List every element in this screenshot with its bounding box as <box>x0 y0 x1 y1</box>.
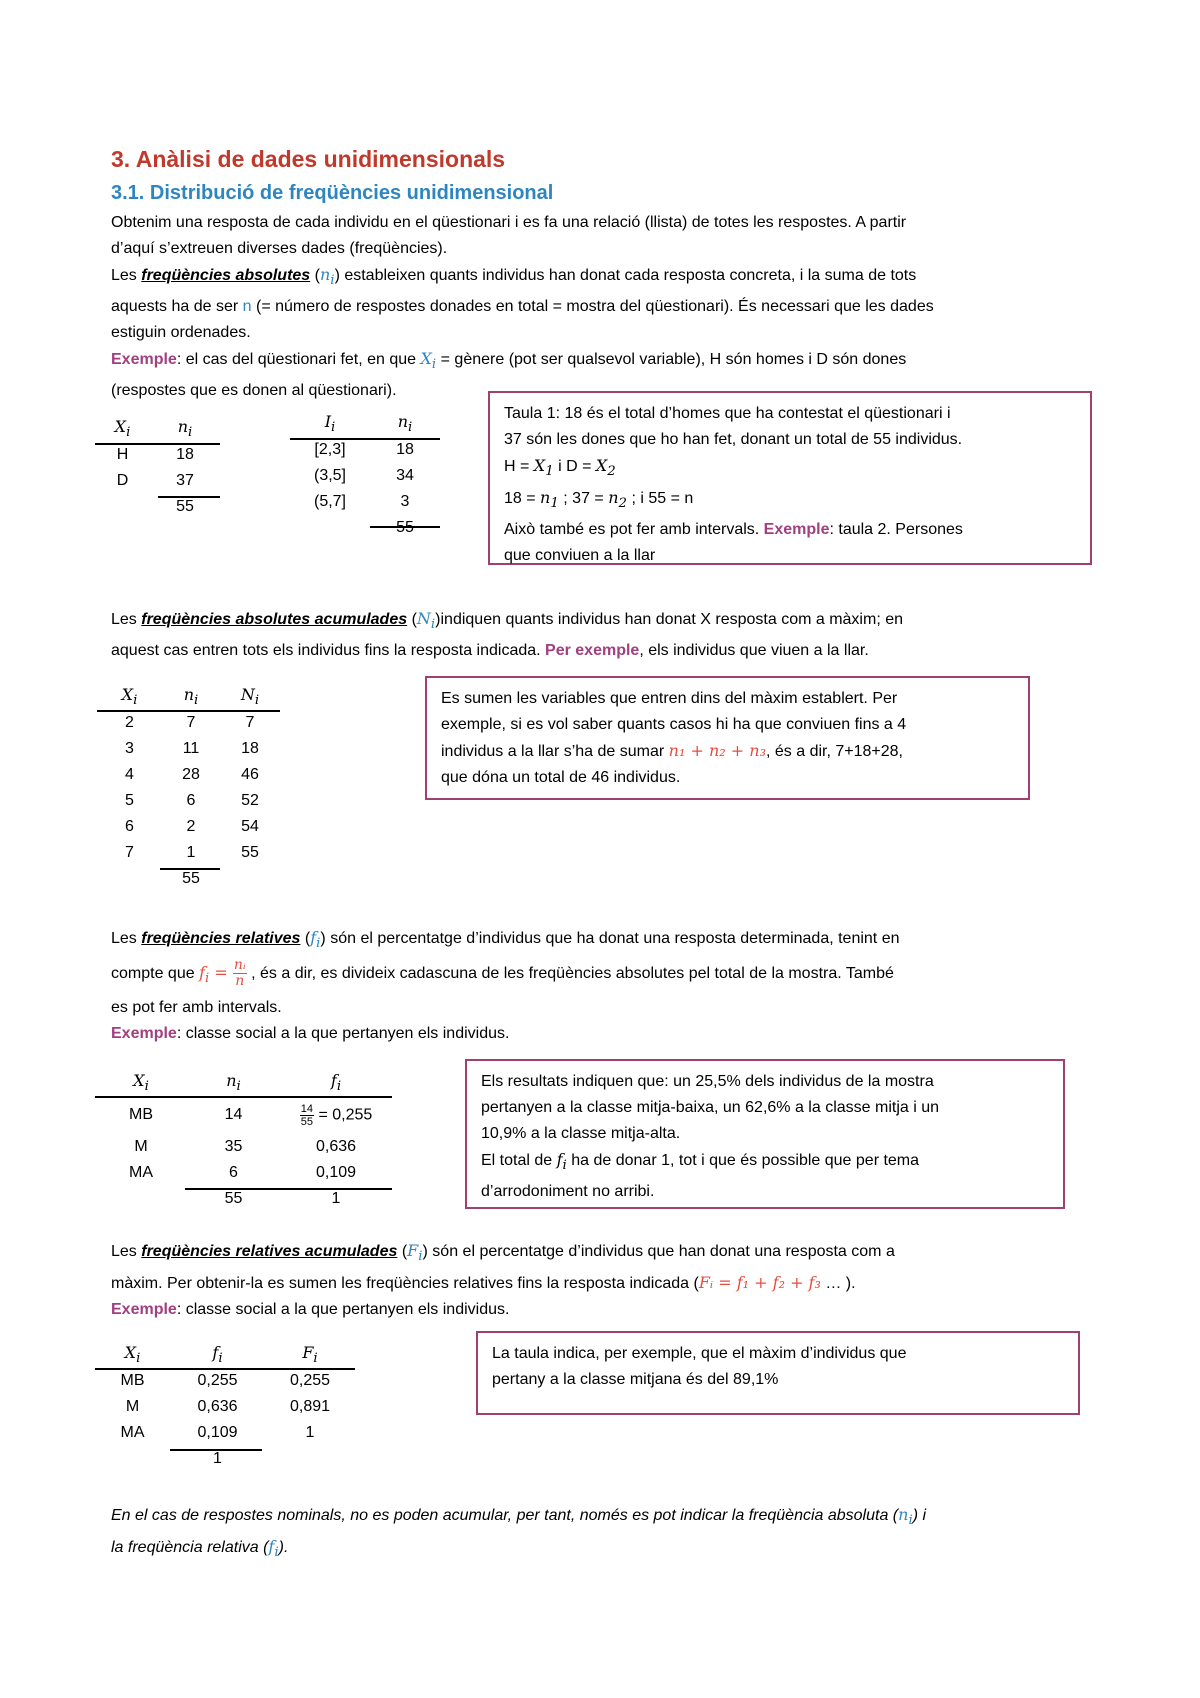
table-row: (5,7] 3 <box>313 493 410 510</box>
table-sum-rule <box>370 526 440 528</box>
table-sum-rule <box>160 868 220 870</box>
table-total-row: 1 <box>213 1450 222 1467</box>
table-header-rule <box>290 438 440 440</box>
table-row: 5 6 52 <box>125 792 259 809</box>
table-accumulated-absolute: $X_i$ $n_i$ $N_i$ 2 7 7 3 11 18 4 28 46 5 6 52 6 2 54 7 1 55 55 <box>97 684 280 892</box>
table-header-rule <box>97 710 280 712</box>
table-row: 4 28 46 <box>125 766 259 783</box>
page-title: 3. Anàlisi de dades unidimensionals <box>111 146 506 172</box>
table-row: 6 2 54 <box>125 818 259 835</box>
table-row: [2,3] 18 <box>314 441 414 458</box>
table-header-rule <box>95 1096 392 1098</box>
table-relative: $X_i$ $n_i$ $f_i$ MB 14 $\frac{14}{55}$ = 0,255 M 35 0,636 MA 6 0,109 55 1 <box>95 1070 392 1212</box>
table-row: M 0,636 0,891 <box>125 1398 331 1415</box>
relative-frequencies-paragraph: Les freqüències relatives $(f_i)$ són el percentatge d’individus que ha donat una resposta determinada, tenint en compte que $f_i$ = $\frac{\text{nᵢ}}{n}$ , és a dir, es divideix cadascuna de les freqüències absolutes pel total de la mostra. També es pot fer amb intervals. Exemple: classe social a la que pertanyen els individus. <box>111 928 900 1043</box>
table-relative-accumulated: $X_i$ $f_i$ $F_i$ MB 0,255 0,255 M 0,636 0,891 MA 0,109 1 1 <box>95 1342 355 1472</box>
table-row: MB 14 $\frac{14}{55}$ = 0,255 <box>129 1102 373 1128</box>
relative-accumulated-paragraph: Les freqüències relatives acumulades $(F_i)$ són el percentatge d’individus que han donat una resposta com a màxim. Per obtenir-la es sumen les freqüències relatives fins la resposta indicada (Fᵢ = f₁ + f₂ + f₃ … ). Exemple: classe social a la que pertanyen els individus. <box>111 1241 895 1319</box>
table-row: M 35 0,636 <box>134 1138 357 1155</box>
table-intervals-absolute: $I_i$ $n_i$ [2,3] 18 (3,5] 34 (5,7] 3 55 <box>290 411 440 541</box>
table-row: MA 0,109 1 <box>120 1424 315 1441</box>
table-row: MA 6 0,109 <box>129 1164 357 1181</box>
table-row: 7 1 55 <box>125 844 259 861</box>
table-gender-absolute: $X_i$ $n_i$ H 18 D 37 55 <box>95 416 220 520</box>
note-box-relative: Els resultats indiquen que: un 25,5% dels individus de la mostra pertanyen a la classe mitja-baixa, un 62,6% a la classe mitja i un 10,9% a la classe mitja-alta. El total de $f_i$ ha de donar 1, tot i que és possible que per tema d’arrodoniment no arribi. <box>465 1059 1065 1209</box>
table-row: 3 11 18 <box>125 740 259 757</box>
table-row: H 18 <box>116 446 194 463</box>
note-box-accumulated-relative: La taula indica, per exemple, que el màxim d’individus que pertany a la classe mitjana és del 89,1% <box>476 1331 1080 1415</box>
table-total-row: 55 <box>176 498 194 515</box>
table-row: D 37 <box>116 472 194 489</box>
section-subtitle: 3.1. Distribució de freqüències unidimensional <box>111 182 554 204</box>
intro-paragraph: Obtenim una resposta de cada individu en el qüestionari i es fa una relació (llista) de totes les respostes. A partir d’aquí s’extreuen diverses dades (freqüències). Les freqüències absolutes $(n_i)$ estableixen quants individus han donat cada resposta concreta, i la suma de tots aquests ha de ser n (= número de respostes donades en total = mostra del qüestionari). És necessari que les dades estiguin ordenades. Exemple: el cas del qüestionari fet, en que $X_i$ = gènere (pot ser qualsevol variable), H són homes i D són dones (respostes que es donen al qüestionari). <box>111 214 934 400</box>
table-sum-rule <box>158 496 220 498</box>
note-box-table1: Taula 1: 18 és el total d’homes que ha contestat el qüestionari i 37 són les dones que ho han fet, donant un total de 55 individus. $H = X_1$ i $D = X_2$ $18 = n_1$ ; $37 = n_2$ ; i 55 = n Això també es pot fer amb intervals. Exemple: taula 2. Persones que conviuen a la llar <box>488 391 1092 565</box>
table-total-row: 55 1 <box>224 1190 341 1207</box>
table-header-rule <box>95 443 220 445</box>
table-sum-rule <box>170 1449 262 1451</box>
table-row: (3,5] 34 <box>313 467 414 484</box>
table-total-row: 55 <box>396 519 414 536</box>
note-box-accumulated: Es sumen les variables que entren dins del màxim establert. Per exemple, si es vol saber quants casos hi ha que conviuen fins a 4 individus a la llar s’ha de sumar n₁ + n₂ + n₃, és a dir, 7+18+28, que dóna un total de 46 individus. <box>425 676 1030 800</box>
table-sum-rule <box>185 1188 392 1190</box>
table-total-row: 55 <box>182 870 200 887</box>
table-row: MB 0,255 0,255 <box>120 1372 331 1389</box>
nominal-note-paragraph: En el cas de respostes nominals, no es poden acumular, per tant, només es pot indicar la freqüència absoluta $(n_i)$ i la freqüència relativa $(f_i)$. <box>111 1505 927 1561</box>
table-header-rule <box>95 1368 355 1370</box>
table-row: 2 7 7 <box>125 714 255 731</box>
accumulated-absolute-paragraph: Les freqüències absolutes acumulades $(N_i)indiquen$ quants individus han donat X resposta com a màxim; en aquest cas entren tots els individus fins la resposta indicada. Per exemple, els individus que viuen a la llar. <box>111 609 903 660</box>
